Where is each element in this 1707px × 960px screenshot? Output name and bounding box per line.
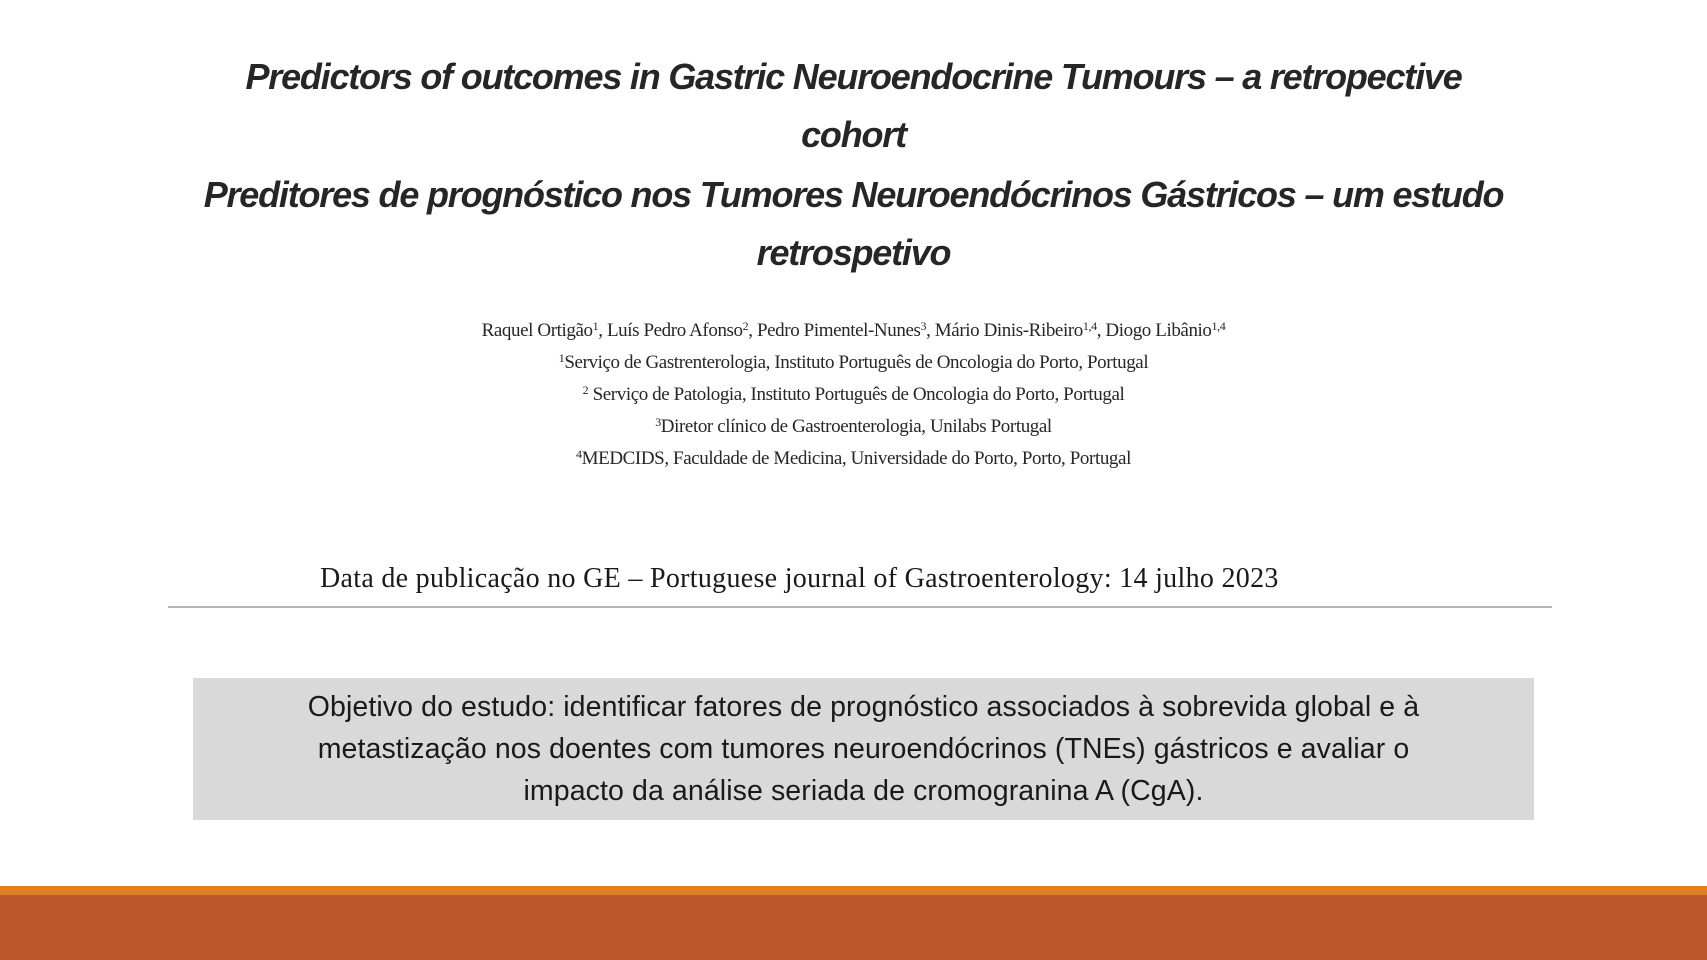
author-name: Luís Pedro Afonso [606, 320, 743, 341]
author-affiliation-sup: 2 [742, 319, 749, 333]
affiliation-sup: 2 [582, 383, 589, 397]
divider-line [168, 606, 1552, 608]
objective-line-1: Objetivo do estudo: identificar fatores de prognóstico associados à sobrevida global e à [307, 691, 1420, 723]
authors-block [300, 315, 1407, 475]
author-name: Mário Dinis-Ribeiro [934, 320, 1083, 341]
affiliation-4 [300, 443, 1407, 475]
affiliation-3 [300, 411, 1407, 443]
author-affiliation-sup: 1,4 [1082, 319, 1097, 333]
objective-line-2: metastização nos doentes com tumores neuroendócrinos (TNEs) gástricos e avaliar o [317, 733, 1410, 765]
footer-bar [0, 895, 1707, 960]
affiliation-text: MEDCIDS, Faculdade de Medicina, Universidade do Porto, Porto, Portugal [581, 448, 1131, 469]
title-english-line-1: Predictors of outcomes in Gastric Neuroendocrine Tumours – a retropective [245, 56, 1462, 97]
author-affiliation-sup: 3 [920, 319, 927, 333]
author-name: Pedro Pimentel-Nunes [756, 320, 921, 341]
affiliation-text: Diretor clínico de Gastroenterologia, Unilabs Portugal [660, 416, 1052, 437]
title-portuguese-line-1: Preditores de prognóstico nos Tumores Neuroendócrinos Gástricos – um estudo [203, 174, 1504, 215]
objective-box [193, 678, 1534, 820]
author-separator: , [926, 320, 935, 341]
affiliation-sup: 3 [655, 415, 661, 429]
affiliation-text: Serviço de Patologia, Instituto Português de Oncologia do Porto, Portugal [592, 384, 1125, 405]
author-separator: , [598, 320, 607, 341]
author-list [300, 315, 1407, 347]
footer-accent-stripe [0, 886, 1707, 895]
affiliation-sup: 1 [558, 351, 565, 365]
affiliation-text: Serviço de Gastrenterologia, Instituto Português de Oncologia do Porto, Portugal [564, 352, 1149, 373]
author-separator: , [1096, 320, 1106, 341]
title-portuguese [160, 166, 1547, 282]
author-affiliation-sup: 1,4 [1211, 319, 1226, 333]
author-name: Diogo Libânio [1105, 320, 1212, 341]
affiliation-1 [300, 347, 1407, 379]
author-name: Raquel Ortigão [481, 320, 593, 341]
objective-line-3: impacto da análise seriada de cromogranina A (CgA). [523, 775, 1204, 807]
author-separator: , [748, 320, 757, 341]
affiliation-2 [300, 379, 1407, 411]
objective-text [308, 686, 1419, 812]
title-english-line-2: cohort [801, 114, 906, 155]
affiliation-sup: 4 [576, 447, 582, 461]
publication-date: Data de publicação no GE – Portuguese journal of Gastroenterology: 14 julho 2023 [320, 563, 1279, 594]
title-english [160, 48, 1547, 164]
author-affiliation-sup: 1 [592, 319, 599, 333]
title-portuguese-line-2: retrospetivo [756, 232, 951, 273]
